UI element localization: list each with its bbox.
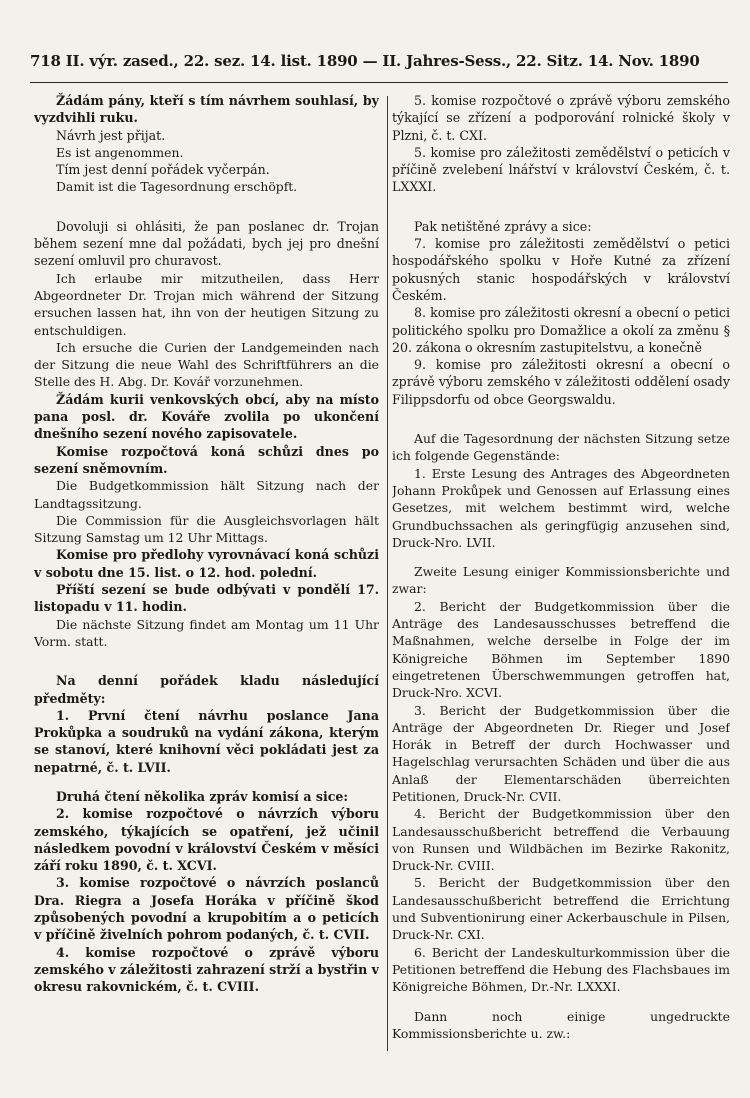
left-paragraph-21: 4. komise rozpočtové o zprávě výboru zemského v záležitosti zahrazení strží a bystřin v okresu rakovnickém, č. t. CVIII. xyxy=(34,944,379,995)
left-paragraph-8: Ich ersuche die Curien der Landgemeinden nach der Sitzung die neue Wahl des Schriftführers an die Stelle des H. Abg. Dr. Kovář vorzunehmen. xyxy=(34,339,379,390)
right-paragraph-15: Dann noch einige ungedruckte Kommissionsberichte u. zw.: xyxy=(392,1008,730,1041)
right-paragraph-6: 9. komise pro záležitosti okresní a obecní o zprávě výboru zemského v záležitosti oddělení osady Filippsdorfu od obce Georgswaldu. xyxy=(392,357,730,407)
left-paragraph-19: 2. komise rozpočtové o návrzích výboru zemského, týkajících se opatření, jež učinil následkem povodní v království Českém v měsíci září roku 1890, č. t. XCVI. xyxy=(34,806,379,874)
left-paragraph-14: Příští sezení se bude odbývati v pondělí 17. listopadu v 11. hodin. xyxy=(34,582,379,615)
page-header: 718 II. výr. zased., 22. sez. 14. list. 1890 — II. Jahres-Sess., 22. Sitz. 14. Nov. 1890 xyxy=(30,52,700,70)
left-paragraph-18: Druhá čtení několika zpráv komisí a sice: xyxy=(56,788,349,804)
right-paragraph-13: 5. Bericht der Budgetkommission über den Landesausschußbericht betreffend die Errichtung und Subventionirung einer Ackerbauschule in Pilsen, Druck-Nr. CXI. xyxy=(392,875,730,943)
right-paragraph-1: 5. komise rozpočtové o zprávě výboru zemského týkající se zřízení a podporování rolnické školy v Plzni, č. t. CXI. xyxy=(392,93,730,143)
left-paragraph-17: 1. První čtení návrhu poslance Jana Prokůpka a soudruků na vydání zákona, kterým se stanoví, které knihovní věci pokládati jest za nepatrné, č. t. LVII. xyxy=(34,707,379,775)
right-paragraph-8: 1. Erste Lesung des Antrages des Abgeordneten Johann Prokůpek und Genossen auf Erlassung eines Gesetzes, mit welchem bestimmt wird, welche Grundbuchssachen als geringfügig anzusehen sind, Druck-Nro. LVII. xyxy=(392,465,730,550)
left-paragraph-11: Die Budgetkommission hält Sitzung nach der Landtagssitzung. xyxy=(34,478,379,511)
right-paragraph-4: 7. komise pro záležitosti zemědělství o petici hospodářského spolku v Hoře Kutné za zřízení pokusných stanic hospodářských v království Českém. xyxy=(392,236,730,303)
column-divider xyxy=(387,96,388,1051)
left-column xyxy=(34,92,379,1057)
left-paragraph-10: Komise rozpočtová koná schůzi dnes po sezení sněmovním. xyxy=(34,443,379,476)
left-paragraph-1: Žádám pány, kteří s tím návrhem souhlasí, by vyzdvihli ruku. xyxy=(34,93,379,126)
left-paragraph-6: Dovoluji si ohlásiti, že pan poslanec dr. Trojan během sezení mne dal požádati, bych jej pro dnešní sezení omluvil pro churavost. xyxy=(34,218,379,269)
right-paragraph-7: Auf die Tagesordnung der nächsten Sitzung setze ich folgende Gegenstände: xyxy=(392,431,730,464)
left-paragraph-13: Komise pro předlohy vyrovnávací koná schůzi v sobotu dne 15. list. o 12. hod. polední. xyxy=(34,547,379,580)
left-paragraph-9: Žádám kurii venkovských obcí, aby na místo pana posl. dr. Kováře zvolila po ukončení dnešního sezení nového zapisovatele. xyxy=(34,391,379,442)
right-paragraph-2: 5. komise pro záležitosti zemědělství o peticích v příčině zvelebení lnářství v království Českém, č. t. LXXXI. xyxy=(392,144,730,195)
left-paragraph-3: Es ist angenommen. xyxy=(56,144,184,160)
header-rule xyxy=(30,82,728,83)
right-paragraph-12: 4. Bericht der Budgetkommission über den Landesausschußbericht betreffend die Verbauung von Runsen und Wildbächen im Bezirke Rakonitz, Druck-Nr. CVIII. xyxy=(392,806,730,874)
left-paragraph-5: Damit ist die Tagesordnung erschöpft. xyxy=(56,179,298,195)
right-paragraph-11: 3. Bericht der Budgetkommission über die Anträge der Abgeordneten Dr. Rieger und Josef Horák in Betreff der durch Hochwasser und Hagelschlag verursachten Schäden und über die aus Anlaß der Elementarschäden überreichten Petitionen, Druck-Nr. CVII. xyxy=(392,702,730,804)
right-column xyxy=(392,92,730,1057)
right-paragraph-9: Zweite Lesung einiger Kommissionsberichte und zwar: xyxy=(392,564,730,597)
left-paragraph-16: Na denní pořádek kladu následující předměty: xyxy=(34,673,379,706)
right-paragraph-14: 6. Bericht der Landeskulturkommission über die Petitionen betreffend die Hebung des Flachsbaues im Königreiche Böhmen, Dr.-Nr. LXXXI. xyxy=(392,944,730,995)
right-paragraph-3: Pak netištěné zprávy a sice: xyxy=(414,218,592,234)
right-paragraph-10: 2. Bericht der Budgetkommission über die Anträge des Landesausschusses betreffend die Maßnahmen, welche derselbe in Folge der im Königreiche Böhmen im September 1890 eingetretenen Überschwemmungen getroffen hat, Druck-Nro. XCVI. xyxy=(392,598,730,701)
left-paragraph-2: Návrh jest přijat. xyxy=(56,127,166,143)
left-paragraph-20: 3. komise rozpočtové o návrzích poslanců Dra. Riegra a Josefa Horáka v příčině škod způsobených povodní a krupobitím a o peticích v příčině živelních pohrom podaných, č. t. CVII. xyxy=(34,875,379,943)
left-paragraph-4: Tím jest denní pořádek vyčerpán. xyxy=(56,162,270,178)
right-paragraph-5: 8. komise pro záležitosti okresní a obecní o petici politického spolku pro Domažlice a okolí za změnu § 20. zákona o okresním zastupitelstvu, a konečně xyxy=(392,305,730,355)
left-paragraph-7: Ich erlaube mir mitzutheilen, dass Herr Abgeordneter Dr. Trojan mich während der Sitzung ersuchen lassen hat, ihn von der heutigen Sitzung zu entschuldigen. xyxy=(34,270,379,338)
left-paragraph-15: Die nächste Sitzung findet am Montag um 11 Uhr Vorm. statt. xyxy=(34,616,379,649)
left-paragraph-12: Die Commission für die Ausgleichsvorlagen hält Sitzung Samstag um 12 Uhr Mittags. xyxy=(34,512,379,546)
